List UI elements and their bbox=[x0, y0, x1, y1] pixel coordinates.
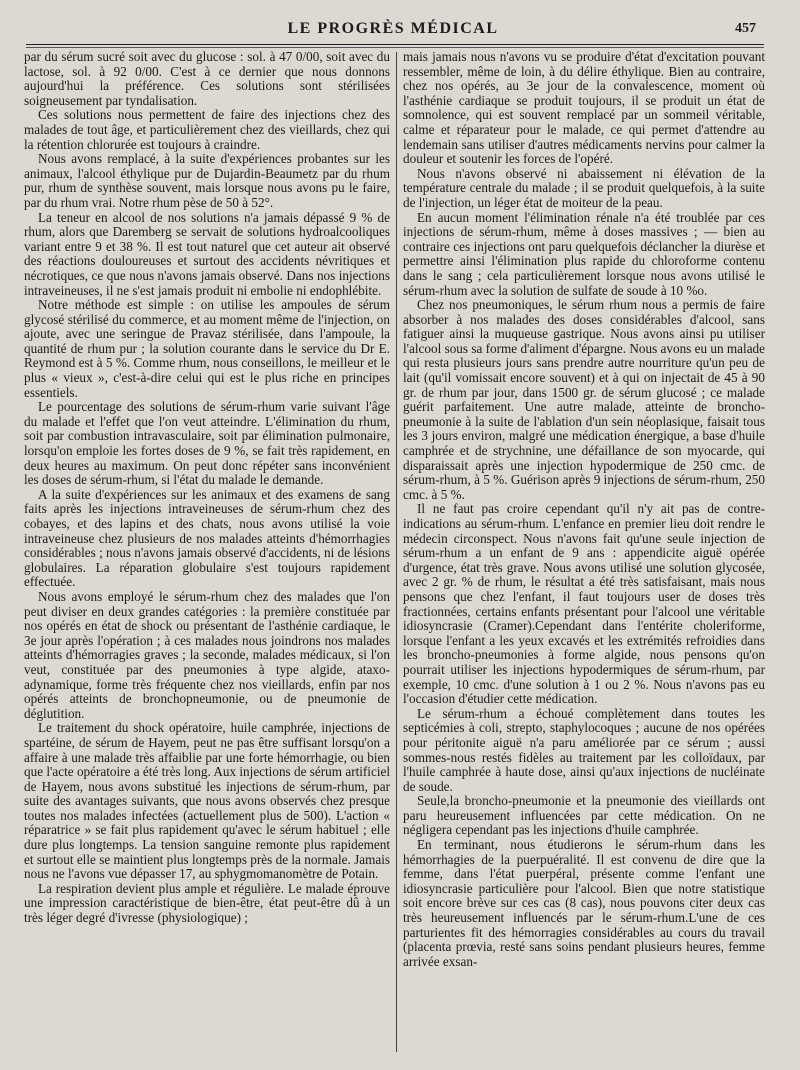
paragraph: Notre méthode est simple : on utilise les ampoules de sérum glycosé stérilisé du commerce, et au moment même de l'injection, on ajoute, avec une seringue de Pravaz stérilisée, dans l'ampoule, la quantité de rhum pur ; la solution courante dans le service du Dr E. Reymond est à 5 %. Comme rhum, nous conseillons, le meilleur et le plus « vieux », c'est-à-dire celui qui est le plus riche en principes essentiels. bbox=[24, 297, 390, 400]
page-header bbox=[22, 18, 764, 40]
paragraph: Nous avons employé le sérum-rhum chez des malades que l'on peut diviser en deux grandes catégories : la première constituée par nos opérés en état de shock ou présentant de l'asthénie cardiaque, le 3e jour après l'opération ; à ces malades nous joindrons nos malades atteints d'hémorragies graves ; la seconde, malades médicaux, si l'on veut, constituée par des pneumonies à type algide, ataxo-adynamique, forme très fréquente chez nos vieillards, enfin par nos opérés atteints de bronchopneumonie, ou de pneumonie de déglutition. bbox=[24, 588, 390, 721]
column-divider bbox=[396, 52, 397, 1052]
paragraph: Seule,la broncho-pneumonie et la pneumonie des vieillards ont paru heureusement influencées par cette médication. On ne négligera cependant pas les injections d'huile camphrée. bbox=[403, 793, 765, 838]
header-rule-secondary bbox=[26, 47, 764, 48]
paragraph: Le traitement du shock opératoire, huile camphrée, injections de spartéine, de sérum de Hayem, peut ne pas être suffisant lorsqu'on a affaire à une malade très affaiblie par une forte hémorrhagie, ou bien que l'acte opératoire a été très long. Aux injections de sérum artificiel de Hayem, nous avons substitué les injections de sérum-rhum, par suite des avantages suivants, que nous avons observés chez presque toutes nos malades infectées (actuellement plus de 500). L'action « réparatrice » se fait plus rapidement qu'avec le sérum habituel ; elle dure plus longtemps. La tension sanguine remonte plus rapidement et surtout elle se maintient plus longtemps près de la normale. Jamais nous ne l'avons vue dépasser 17, au sphygmomanomètre de Potain. bbox=[24, 720, 390, 882]
paragraph: Nous n'avons observé ni abaissement ni élévation de la température centrale du malade ; il se produit quelquefois, à la suite de l'injection, un léger état de moiteur de la peau. bbox=[403, 165, 765, 210]
paragraph: Il ne faut pas croire cependant qu'il n'y ait pas de contre-indications au sérum-rhum. L'enfance en premier lieu doit rendre le médecin circonspect. Nous n'avons fait qu'une seule injection de sérum-rhum a un enfant de 9 ans : appendicite aiguë opérée d'urgence, état très grave. Nous avons utilisé une solution glycosée, avec 2 gr. % de rhum, le résultat a été très satisfaisant, mais nous pensons que chez l'enfant, il faut toujours user de doses très fractionnées, certains enfants présentant pour l'alcool une véritable idiosyncrasie (Cramer).Cependant dans l'entérite choleriforme, lorsque l'enfant a les yeux excavés et les extrémités refroidies dans les broncho-pneumonies à forme algide, nous pensons qu'on pourrait utiliser les injections hypodermiques de sérum-rhum, par exemple, 10 cmc. d'une solution à 1 ou 2 %. Nous n'avons pas eu l'occasion d'étudier cette médication. bbox=[403, 501, 765, 707]
paragraph: En aucun moment l'élimination rénale n'a été troublée par ces injections de sérum-rhum, même à doses massives ; — bien au contraire ces injections ont paru quelquefois déclancher la diurèse et permettre ainsi l'élimination plus rapide du chloroforme contenu dans le sang ; cela particulièrement lorsque nous avons utilisé le sérum-rhum avec la solution de sulfate de soude à 10 %o. bbox=[403, 209, 765, 298]
running-title: LE PROGRÈS MÉDICAL bbox=[287, 20, 499, 37]
paragraph: Nous avons remplacé, à la suite d'expériences probantes sur les animaux, l'alcool éthylique pur de Dujardin-Beaumetz par du rhum pur, rhum de synthèse souvent, mais lorsque nous avons pu le faire, par du rhum vrai. Notre rhum pèse de 50 à 52°. bbox=[24, 151, 390, 210]
paragraph: Le pourcentage des solutions de sérum-rhum varie suivant l'âge du malade et l'effet que l'on veut atteindre. L'élimination du rhum, soit par combustion intravasculaire, soit par élimination pulmonaire, lorsqu'on emploie les fortes doses de 9 %, se fait très rapidement, en deux heures au maximum. On peut donc répéter sans inconvénient les doses de sérum-rhum, si l'état du malade le demande. bbox=[24, 399, 390, 488]
page-number: 457 bbox=[735, 21, 756, 36]
paragraph: Le sérum-rhum a échoué complètement dans toutes les septicémies à coli, strepto, staphylocoques ; aucune de nos opérées pour péritonite aiguë n'a paru améliorée par ce sérum ; aussi sommes-nous restés fidèles au traitement par les colloïdaux, par l'huile camphrée à haute dose, ainsi qu'aux injections de nucléinate de soude. bbox=[403, 705, 765, 794]
paragraph: La respiration devient plus ample et régulière. Le malade éprouve une impression caractéristique de bien-être, état peut-être dû à un très léger degré d'ivresse (physiologique) ; bbox=[24, 880, 390, 926]
paragraph: mais jamais nous n'avons vu se produire d'état d'excitation pouvant ressembler, même de loin, à du délire éthylique. Bien au contraire, chez nos opérés, au 3e jour de la convalescence, moment où l'asthénie cardiaque se produit toujours, il se produit un état de somnolence, qui est souvent remplacé par un sommeil véritable, calme et réparateur pour le malade, ce qui permet d'attendre au lendemain sans utiliser d'autres médicaments nervins pour calmer la douleur et soutenir les forces de l'opéré. bbox=[403, 50, 765, 167]
paragraph: La teneur en alcool de nos solutions n'a jamais dépassé 9 % de rhum, alors que Daremberg se servait de solutions hydroalcooliques variant entre 9 et 38 %. Il est tout naturel que cet auteur ait observé des réactions douloureuses et surtout des accidents névritiques et nécrotiques, ce que nous n'avons jamais observé. Dans nos injections intraveineuses, il ne s'est jamais produit ni embolie ni endophlébite. bbox=[24, 209, 390, 298]
right-column bbox=[403, 50, 765, 1060]
paragraph: Chez nos pneumoniques, le sérum rhum nous a permis de faire absorber à nos malades des doses considérables d'alcool, sans fatiguer ainsi la muqueuse gastrique. Nous avons ainsi pu utiliser l'alcool sous sa forme d'aliment d'épargne. Nous avons eu un malade qui resta plusieurs jours sans prendre autre nourriture qu'un peu de lait (qu'il vomissait encore souvent) et à qui on injectait de 45 à 90 gr. de rhum par jour, dans 1500 gr. de sérum glucosé ; ce malade guérit parfaitement. Une autre malade, atteinte de broncho-pneumonie à la suite de l'ablation d'un sein néoplasique, faisait tous les 3 jours environ, malgré une médication énergique, a base d'huile camphrée et de strychnine, une défaillance de son myocarde, qui disparaissait après une injection hypodermique de 250 cmc. de sérum-rhum, à 5 %. Guérison après 9 injections de sérum-rhum, 250 cmc. à 5 %. bbox=[403, 297, 765, 502]
header-rule bbox=[26, 44, 764, 45]
paragraph: A la suite d'expériences sur les animaux et des examens de sang faits après les injections intraveineuses de sérum-rhum chez des cobayes, et des lapins et des chats, nous avons utilisé la voie intraveineuse chez plusieurs de nos malades atteints d'hémorrhagies considérables ; nous n'avons jamais observé d'accidents, ni de lésions globulaires. La réparation globulaire s'est toujours rapidement effectuée. bbox=[24, 486, 390, 590]
paragraph: Ces solutions nous permettent de faire des injections chez des malades de tout âge, et particulièrement chez des vieillards, chez qui la rétention chlorurée est toujours à craindre. bbox=[24, 107, 390, 152]
left-column bbox=[24, 50, 390, 1060]
paragraph: par du sérum sucré soit avec du glucose : sol. à 47 0/00, soit avec du lactose, sol. à 92 0/00. C'est à ce dernier que nous donnons aujourd'hui la préférence. Ces solutions sont stérilisées soigneusement par tyndalisation. bbox=[24, 50, 390, 108]
paragraph: En terminant, nous étudierons le sérum-rhum dans les hémorrhagies de la puerpuéralité. Il est convenu de dire que la femme, dans l'état puerpéral, présente comme l'enfant une idiosyncrasie particulière pour l'alcool. Bien que notre statistique soit encore brève sur ces cas (8 cas), nous pouvons citer deux cas très heureusement influencés par le sérum-rhum.L'une de ces parturientes fit des hémorragies considérables au cours du travail (placenta prœvia, resté sans soins pendant plusieurs heures, femme arrivée exsan- bbox=[403, 837, 765, 969]
